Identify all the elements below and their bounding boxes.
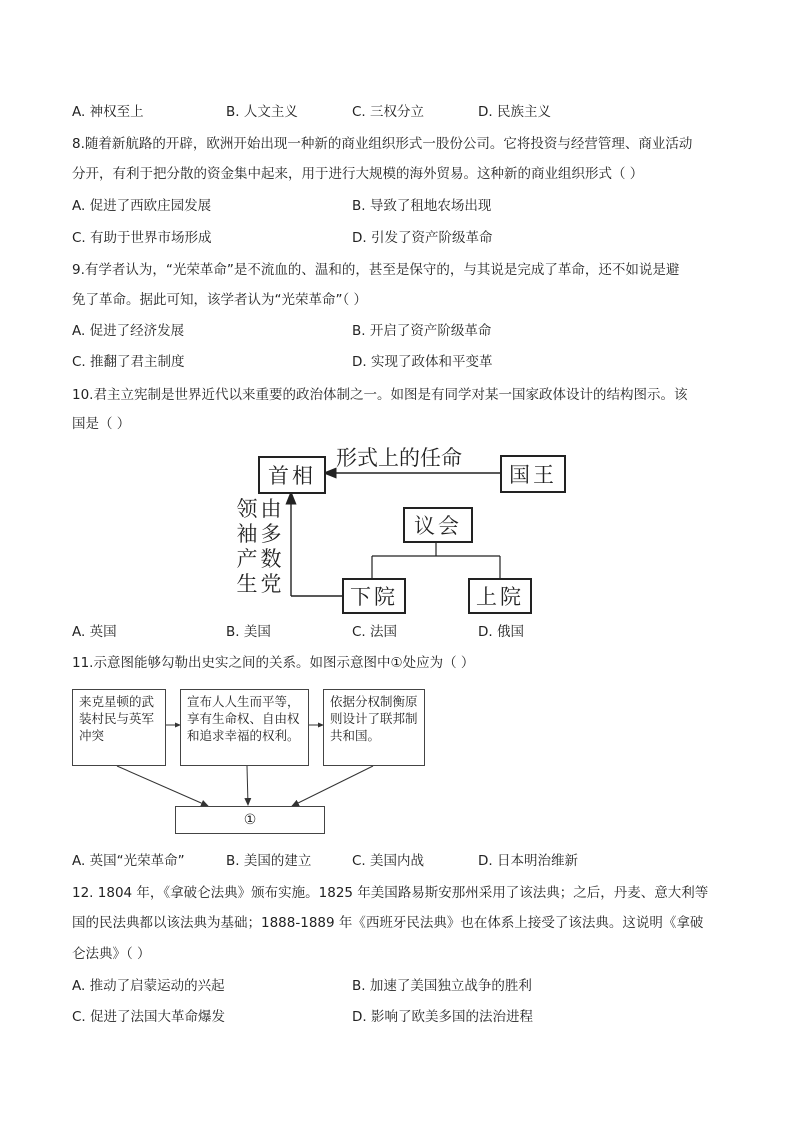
q12-option-b: B. 加速了美国独立战争的胜利 bbox=[352, 978, 532, 994]
lower-house-box: 下院 bbox=[342, 578, 406, 614]
q11-option-a: A. 英国“光荣革命” bbox=[72, 853, 185, 869]
answer-blank-box: ① bbox=[175, 806, 325, 834]
q9-stem-line-2: 免了革命。据此可知，该学者认为“光荣革命”（ ） bbox=[72, 292, 368, 308]
q8-option-a: A. 促进了西欧庄园发展 bbox=[72, 198, 212, 214]
king-box: 国王 bbox=[500, 455, 566, 493]
q11-option-c: C. 美国内战 bbox=[352, 853, 425, 869]
q9-option-c: C. 推翻了君主制度 bbox=[72, 354, 185, 370]
q10-option-a: A. 英国 bbox=[72, 624, 117, 640]
q10-option-b: B. 美国 bbox=[226, 624, 271, 640]
majority-party-label: 由多数党 bbox=[260, 497, 282, 596]
q8-stem-line-2: 分开，有利于把分散的资金集中起来，用于进行大规模的海外贸易。这种新的商业组织形式（ ） bbox=[72, 166, 644, 182]
q12-option-d: D. 影响了欧美多国的法治进程 bbox=[352, 1009, 533, 1025]
lexington-box: 来克星顿的武装村民与英军冲突 bbox=[72, 689, 166, 766]
q12-stem-line-2: 国的民法典都以该法典为基础；1888-1889 年《西班牙民法典》也在体系上接受了该法典。这说明《拿破 bbox=[72, 915, 704, 931]
q8-option-c: C. 有助于世界市场形成 bbox=[72, 230, 212, 246]
q10-option-c: C. 法国 bbox=[352, 624, 398, 640]
q12-option-a: A. 推动了启蒙运动的兴起 bbox=[72, 978, 225, 994]
q11-stem: 11.示意图能够勾勒出史实之间的关系。如图示意图中①处应为（ ） bbox=[72, 655, 475, 671]
q8-option-b: B. 导致了租地农场出现 bbox=[352, 198, 492, 214]
leader-produced-label: 领袖产生 bbox=[236, 497, 258, 596]
constitution-box: 依据分权制衡原则设计了联邦制共和国。 bbox=[323, 689, 425, 766]
q12-option-c: C. 促进了法国大革命爆发 bbox=[72, 1009, 226, 1025]
q10-stem-line-2: 国是（ ） bbox=[72, 416, 131, 432]
q9-option-a: A. 促进了经济发展 bbox=[72, 323, 185, 339]
q12-stem-line-3: 仑法典》（ ） bbox=[72, 946, 151, 962]
declaration-box: 宣布人人生而平等，享有生命权、自由权和追求幸福的权利。 bbox=[180, 689, 309, 766]
appointment-label: 形式上的任命 bbox=[336, 446, 462, 470]
q9-option-d: D. 实现了政体和平变革 bbox=[352, 354, 493, 370]
q9-stem-line-1: 9.有学者认为，“光荣革命”是不流血的、温和的，甚至是保守的，与其说是完成了革命，还不如说是避 bbox=[72, 262, 680, 278]
q11-option-d: D. 日本明治维新 bbox=[478, 853, 578, 869]
q11-option-b: B. 美国的建立 bbox=[226, 853, 312, 869]
q7-option-d: D. 民族主义 bbox=[478, 104, 551, 120]
upper-house-box: 上院 bbox=[468, 578, 532, 614]
q12-stem-line-1: 12. 1804 年，《拿破仑法典》颁布实施。1825 年美国路易斯安那州采用了该法典；之后，丹麦、意大利等 bbox=[72, 885, 709, 901]
prime-minister-box: 首相 bbox=[258, 456, 326, 494]
q8-stem-line-1: 8.随着新航路的开辟，欧洲开始出现一种新的商业组织形式一股份公司。它将投资与经营管理、商业活动 bbox=[72, 136, 693, 152]
q10-stem-line-1: 10.君主立宪制是世界近代以来重要的政治体制之一。如图是有同学对某一国家政体设计的结构图示。该 bbox=[72, 387, 688, 403]
parliament-box: 议会 bbox=[403, 507, 473, 543]
q10-option-d: D. 俄国 bbox=[478, 624, 524, 640]
q7-option-a: A. 神权至上 bbox=[72, 104, 144, 120]
q8-option-d: D. 引发了资产阶级革命 bbox=[352, 230, 493, 246]
q7-option-c: C. 三权分立 bbox=[352, 104, 425, 120]
q9-option-b: B. 开启了资产阶级革命 bbox=[352, 323, 492, 339]
q7-option-b: B. 人文主义 bbox=[226, 104, 298, 120]
